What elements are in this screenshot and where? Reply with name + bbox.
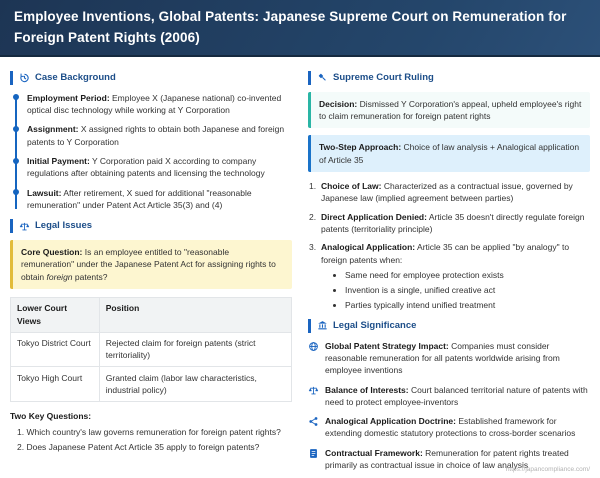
significance-label: Global Patent Strategy Impact: — [325, 340, 449, 351]
court-cell: Tokyo District Court — [11, 332, 100, 367]
timeline-item — [13, 92, 292, 117]
core-question-text: patents? — [72, 271, 108, 282]
decision-text: Dismissed Y Corporation's appeal, upheld employee's right to claim remuneration for foreign patent rights — [319, 98, 582, 122]
significance-item — [308, 415, 590, 440]
significance-text: Court balanced territorial nature of patents with need to protect employee-inventors — [325, 384, 588, 407]
court-cell: Tokyo High Court — [11, 367, 100, 402]
core-question-text: Is an employee entitled to "reasonable remuneration" under the Japanese Patent Act for assigning rights to obtain — [21, 247, 276, 282]
ruling-step — [308, 180, 590, 205]
table-header-row — [11, 297, 292, 332]
decision-label: Decision: — [319, 98, 358, 109]
ruling-step — [308, 211, 590, 236]
step-text: Characterized as a contractual issue, governed by Japanese law (implied agreement between parties) — [321, 181, 573, 204]
step-label: Analogical Application: — [321, 242, 416, 253]
timeline-item — [13, 187, 292, 212]
key-questions-heading: Two Key Questions: — [10, 410, 92, 421]
position-cell: Granted claim (labor law characteristics, industrial policy) — [99, 367, 291, 402]
step-label: Choice of Law: — [321, 181, 382, 192]
section-title: Legal Issues — [35, 220, 93, 232]
approach-text: Choice of law analysis + Analogical application of Article 35 — [319, 142, 580, 165]
section-title: Case Background — [35, 72, 116, 83]
item-text: After retirement, X sued for additional "reasonable remuneration" under Patent Act Article 35(3) and (4) — [27, 187, 252, 210]
core-question-italic: foreign — [46, 271, 73, 282]
section-legal-issues — [10, 219, 292, 233]
content-area — [0, 57, 600, 478]
step-number: 1. — [309, 181, 317, 192]
timeline-item — [13, 155, 292, 180]
source-url: https://japancompliance.com/ — [505, 465, 590, 473]
section-case-background — [10, 71, 292, 85]
section-title: Legal Significance — [333, 319, 417, 331]
section-title: Supreme Court Ruling — [333, 72, 434, 83]
significance-label: Balance of Interests: — [325, 384, 409, 395]
item-label: Employment Period: — [27, 92, 110, 103]
position-cell: Rejected claim for foreign patents (strict territoriality) — [99, 332, 291, 367]
ruling-step — [308, 241, 590, 311]
significance-text: Companies must consider reasonable remuneration for all patents worldwide arising from employee inventions — [325, 340, 560, 376]
item-text: X assigned rights to obtain both Japanese and foreign patents to Y Corporation — [27, 124, 285, 147]
table-row — [11, 332, 292, 367]
two-step-approach-box — [308, 135, 590, 172]
globe-icon — [308, 341, 319, 352]
significance-label: Contractual Framework: — [325, 447, 423, 458]
lower-courts-table — [10, 297, 292, 402]
item-text: Employee X (Japanese national) co-invented optical disc technology while working at Y Corporation — [27, 92, 282, 116]
core-question-box — [10, 240, 292, 289]
step-text: Article 35 doesn't directly regulate foreign patents (territoriality principle) — [321, 211, 585, 234]
decision-box — [308, 92, 590, 129]
item-label: Initial Payment: — [27, 156, 90, 167]
significance-label: Analogical Application Doctrine: — [325, 416, 456, 427]
step-text: Article 35 can be applied "by analogy" to foreign patents when: — [321, 242, 570, 265]
approach-label: Two-Step Approach: — [319, 142, 402, 153]
condition-item: • Invention is a single, unified creative act — [345, 284, 590, 296]
significance-item — [308, 384, 590, 409]
step-number: 3. — [309, 242, 317, 253]
left-column — [10, 63, 292, 478]
key-question: 1. Which country's law governs remuneration for foreign patent rights? — [17, 427, 281, 438]
section-legal-significance — [308, 319, 590, 333]
case-timeline — [13, 92, 292, 212]
item-label: Assignment: — [27, 124, 79, 135]
balance-icon — [308, 385, 319, 396]
analogy-conditions-list — [321, 269, 590, 311]
right-column — [308, 63, 590, 478]
table-row — [11, 367, 292, 402]
bank-icon — [317, 320, 328, 331]
gavel-icon — [317, 72, 328, 83]
column-header: Position — [99, 297, 291, 332]
significance-item — [308, 340, 590, 377]
step-number: 2. — [309, 211, 317, 222]
key-question: 2. Does Japanese Patent Act Article 35 apply to foreign patents? — [17, 442, 260, 453]
history-icon — [19, 72, 30, 83]
significance-text: Established framework for extending domestic statutory protections to cross-border scenarios — [325, 416, 576, 439]
page-header — [0, 0, 600, 57]
column-header: Lower Court Views — [11, 297, 100, 332]
condition-item: • Same need for employee protection exists — [345, 269, 590, 281]
item-label: Lawsuit: — [27, 187, 62, 198]
step-label: Direct Application Denied: — [321, 211, 427, 222]
item-text: Y Corporation paid X according to company regulations after obtaining patents and licensing the technology — [27, 156, 265, 179]
section-supreme-court-ruling — [308, 71, 590, 85]
core-question-label: Core Question: — [21, 247, 83, 258]
scales-icon — [19, 221, 30, 232]
significance-text: Remuneration for patent rights treated primarily as contractual issue in choice of law analysis — [325, 447, 569, 471]
condition-item: • Parties typically intend unified treatment — [345, 299, 590, 311]
document-icon — [308, 448, 319, 459]
page-title: Employee Inventions, Global Patents: Japanese Supreme Court on Remuneration for Foreign Patent Rights (2006) — [14, 8, 567, 45]
timeline-item — [13, 123, 292, 148]
share-icon — [308, 416, 319, 427]
